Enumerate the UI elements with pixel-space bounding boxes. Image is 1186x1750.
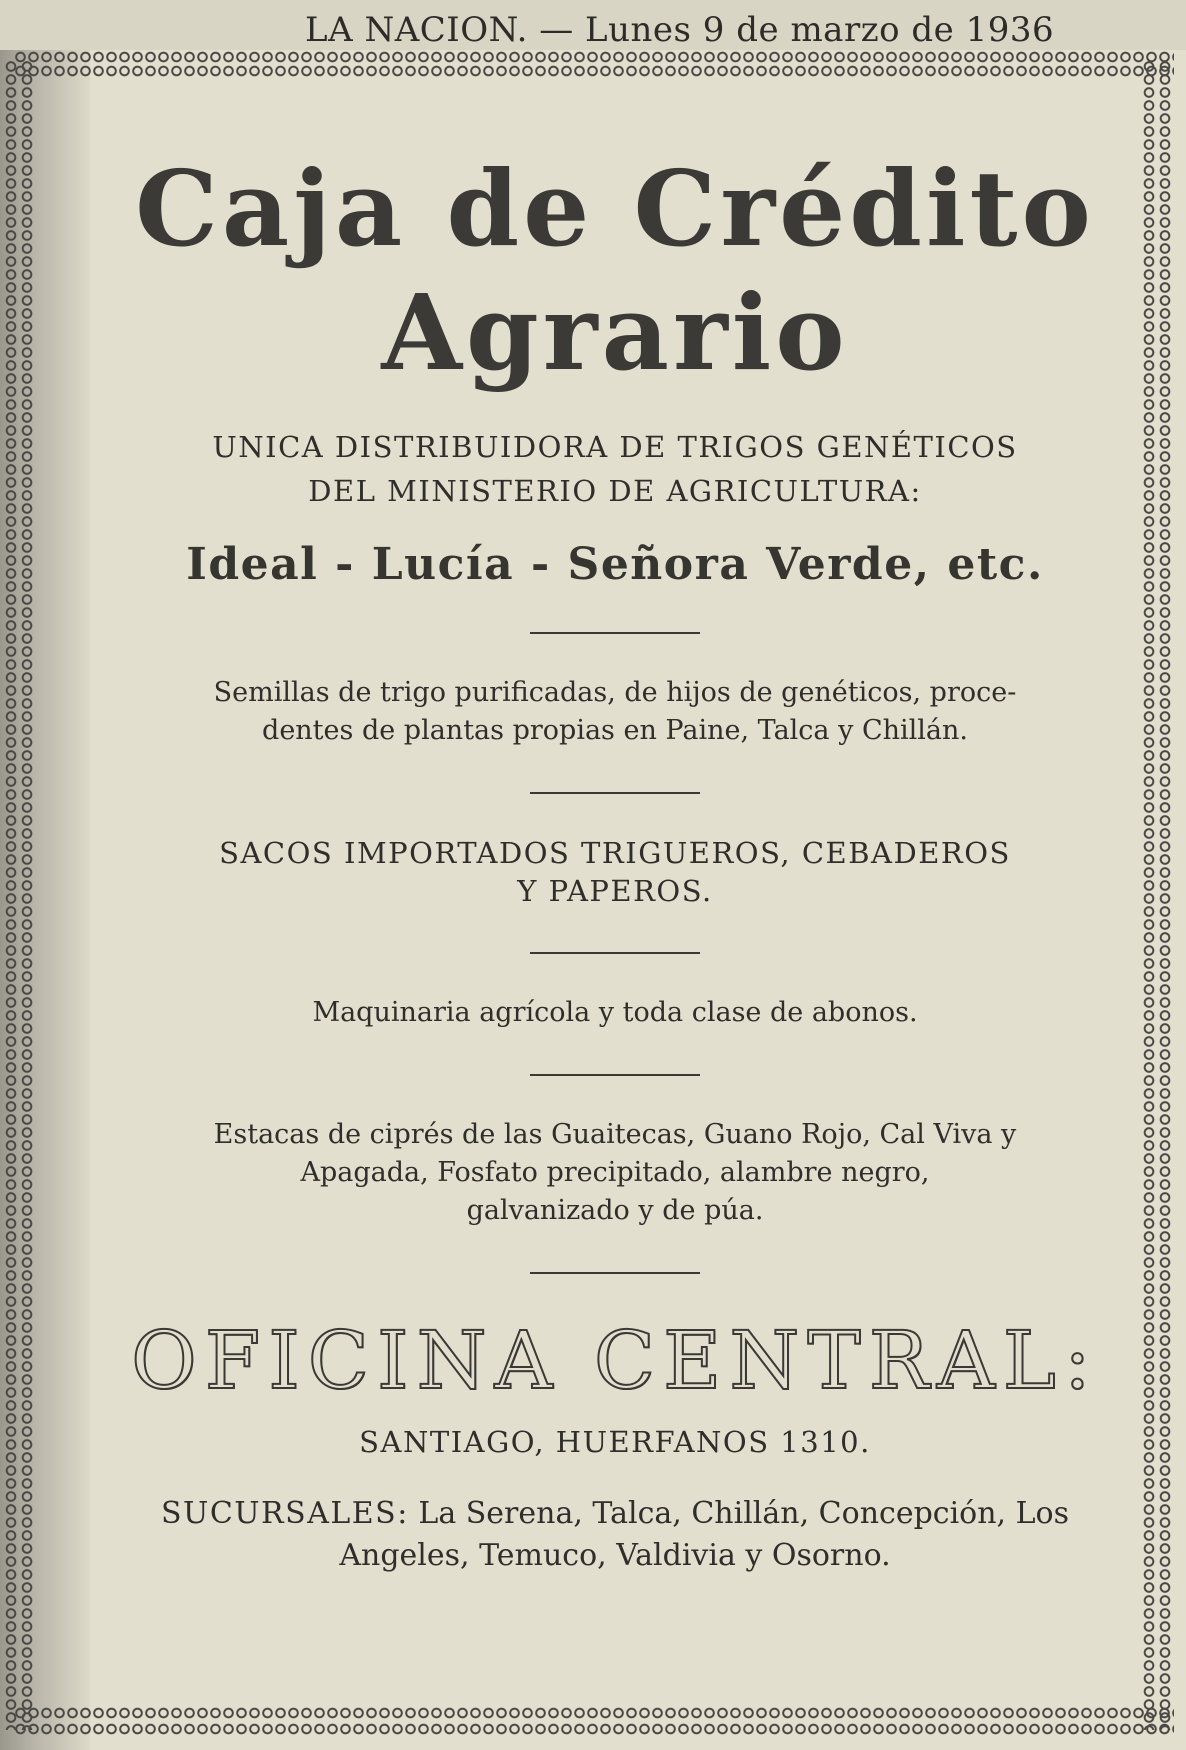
border-right-outer xyxy=(1158,60,1172,1730)
sacks-line2: Y PAPEROS. xyxy=(517,874,713,908)
border-left-inner xyxy=(20,60,34,1730)
office-address: SANTIAGO, HUERFANOS 1310. xyxy=(359,1425,871,1459)
office-heading: OFICINA CENTRAL: xyxy=(131,1314,1099,1407)
machinery-line: Maquinaria agrícola y toda clase de abonos. xyxy=(312,997,918,1028)
advertisement xyxy=(100,95,1130,1577)
branches-line1: La Serena, Talca, Chillán, Concepción, Los xyxy=(418,1496,1070,1531)
stakes-line3: galvanizado y de púa. xyxy=(466,1195,764,1226)
border-bottom-outer xyxy=(14,1722,1174,1736)
branches-label: SUCURSALES: xyxy=(160,1496,409,1531)
ad-title-line1: Caja de Crédito xyxy=(135,147,1095,270)
border-bottom-inner xyxy=(14,1706,1174,1720)
ad-title-line2: Agrario xyxy=(381,271,849,394)
sacks-line1: SACOS IMPORTADOS TRIGUEROS, CEBADEROS xyxy=(219,836,1011,870)
stakes-line2: Apagada, Fosfato precipitado, alambre negro, xyxy=(300,1157,930,1188)
seeds-line1: Semillas de trigo purificadas, de hijos de genéticos, proce- xyxy=(213,677,1017,708)
border-top-inner xyxy=(14,64,1174,78)
divider-1 xyxy=(530,632,700,634)
border-left-outer xyxy=(4,60,18,1730)
divider-2 xyxy=(530,792,700,794)
stakes-line1: Estacas de ciprés de las Guaitecas, Guano Rojo, Cal Viva y xyxy=(213,1119,1017,1150)
seeds-line2: dentes de plantas propias en Paine, Talca y Chillán. xyxy=(262,715,968,746)
subtitle-line2: DEL MINISTERIO DE AGRICULTURA: xyxy=(308,474,922,508)
masthead: LA NACION. — Lunes 9 de marzo de 1936 xyxy=(305,10,1055,50)
wheat-varieties: Ideal - Lucía - Señora Verde, etc. xyxy=(186,539,1044,590)
divider-3 xyxy=(530,952,700,954)
divider-4 xyxy=(530,1074,700,1076)
border-top-outer xyxy=(14,50,1174,64)
branches-line2: Angeles, Temuco, Valdivia y Osorno. xyxy=(339,1538,891,1573)
subtitle-line1: UNICA DISTRIBUIDORA DE TRIGOS GENÉTICOS xyxy=(212,430,1018,464)
border-right-inner xyxy=(1142,60,1156,1730)
divider-5 xyxy=(530,1272,700,1274)
branches xyxy=(100,1493,1130,1577)
